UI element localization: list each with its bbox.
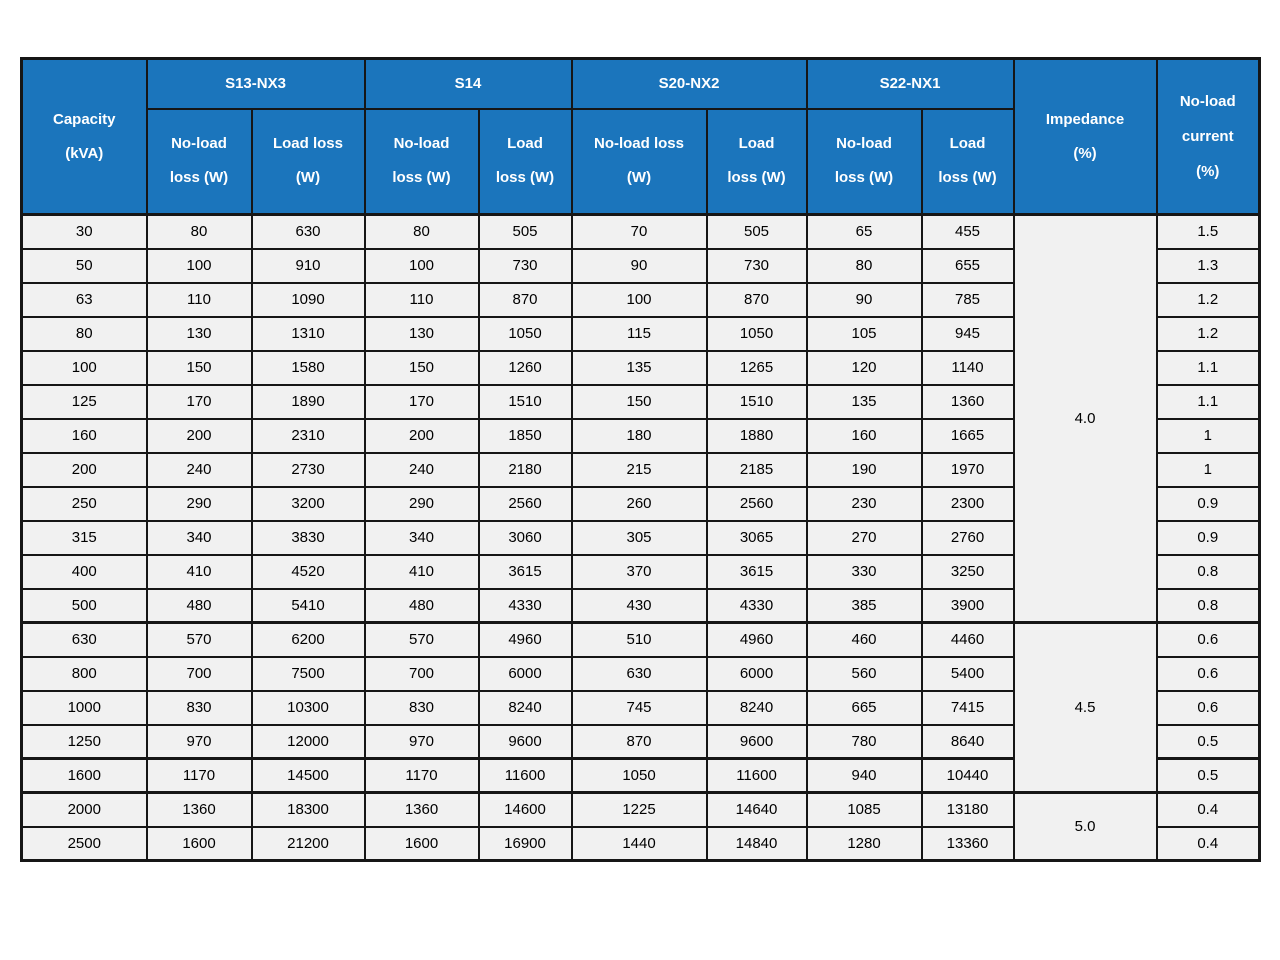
loss-value-cell: 135 [572, 351, 707, 385]
capacity-cell: 800 [22, 657, 147, 691]
no-load-current-cell: 0.4 [1157, 793, 1260, 827]
no-load-current-cell: 0.4 [1157, 827, 1260, 861]
loss-value-cell: 1265 [707, 351, 807, 385]
loss-value-cell: 4960 [479, 623, 572, 657]
loss-value-cell: 170 [147, 385, 252, 419]
capacity-cell: 400 [22, 555, 147, 589]
no-load-current-cell: 1.1 [1157, 351, 1260, 385]
loss-value-cell: 2560 [707, 487, 807, 521]
loss-value-cell: 215 [572, 453, 707, 487]
s13-load-loss-header: Load loss (W) [252, 109, 365, 215]
group-header-s22-nx1: S22-NX1 [807, 59, 1014, 109]
loss-value-cell: 1850 [479, 419, 572, 453]
loss-value-cell: 130 [147, 317, 252, 351]
loss-value-cell: 1880 [707, 419, 807, 453]
loss-value-cell: 70 [572, 215, 707, 249]
loss-value-cell: 3830 [252, 521, 365, 555]
loss-value-cell: 700 [147, 657, 252, 691]
loss-value-cell: 150 [147, 351, 252, 385]
loss-value-cell: 830 [147, 691, 252, 725]
loss-value-cell: 2185 [707, 453, 807, 487]
loss-value-cell: 480 [147, 589, 252, 623]
loss-value-cell: 3250 [922, 555, 1014, 589]
no-load-current-cell: 0.6 [1157, 691, 1260, 725]
loss-value-cell: 13360 [922, 827, 1014, 861]
table-row [22, 793, 1260, 827]
capacity-cell: 200 [22, 453, 147, 487]
loss-value-cell: 80 [807, 249, 922, 283]
s13-no-load-loss-header: No-load loss (W) [147, 109, 252, 215]
s14-no-load-loss-header: No-load loss (W) [365, 109, 479, 215]
no-load-current-cell: 0.9 [1157, 487, 1260, 521]
loss-value-cell: 3065 [707, 521, 807, 555]
capacity-cell: 100 [22, 351, 147, 385]
loss-value-cell: 370 [572, 555, 707, 589]
loss-value-cell: 1050 [572, 759, 707, 793]
loss-value-cell: 1280 [807, 827, 922, 861]
no-load-current-cell: 0.9 [1157, 521, 1260, 555]
loss-value-cell: 3060 [479, 521, 572, 555]
loss-value-cell: 7415 [922, 691, 1014, 725]
loss-value-cell: 14640 [707, 793, 807, 827]
loss-value-cell: 21200 [252, 827, 365, 861]
loss-value-cell: 455 [922, 215, 1014, 249]
capacity-cell: 500 [22, 589, 147, 623]
loss-value-cell: 6000 [479, 657, 572, 691]
loss-value-cell: 430 [572, 589, 707, 623]
loss-value-cell: 970 [147, 725, 252, 759]
loss-value-cell: 180 [572, 419, 707, 453]
no-load-current-cell: 1.1 [1157, 385, 1260, 419]
loss-value-cell: 160 [807, 419, 922, 453]
s22-no-load-loss-header: No-load loss (W) [807, 109, 922, 215]
loss-value-cell: 780 [807, 725, 922, 759]
loss-value-cell: 665 [807, 691, 922, 725]
capacity-cell: 50 [22, 249, 147, 283]
loss-value-cell: 1260 [479, 351, 572, 385]
loss-value-cell: 230 [807, 487, 922, 521]
loss-value-cell: 1090 [252, 283, 365, 317]
loss-value-cell: 1140 [922, 351, 1014, 385]
loss-value-cell: 10440 [922, 759, 1014, 793]
loss-value-cell: 1970 [922, 453, 1014, 487]
loss-value-cell: 1890 [252, 385, 365, 419]
s14-load-loss-header: Load loss (W) [479, 109, 572, 215]
loss-value-cell: 190 [807, 453, 922, 487]
no-load-current-cell: 1.2 [1157, 317, 1260, 351]
no-load-current-header: No-load current (%) [1157, 59, 1260, 215]
loss-value-cell: 1170 [365, 759, 479, 793]
loss-value-cell: 305 [572, 521, 707, 555]
capacity-cell: 125 [22, 385, 147, 419]
loss-value-cell: 4330 [707, 589, 807, 623]
impedance-cell: 5.0 [1014, 793, 1157, 861]
loss-value-cell: 630 [572, 657, 707, 691]
loss-value-cell: 655 [922, 249, 1014, 283]
loss-value-cell: 2180 [479, 453, 572, 487]
loss-value-cell: 3615 [479, 555, 572, 589]
loss-value-cell: 80 [147, 215, 252, 249]
loss-value-cell: 630 [252, 215, 365, 249]
loss-value-cell: 1600 [147, 827, 252, 861]
loss-value-cell: 11600 [707, 759, 807, 793]
loss-value-cell: 1170 [147, 759, 252, 793]
loss-value-cell: 785 [922, 283, 1014, 317]
loss-value-cell: 330 [807, 555, 922, 589]
loss-value-cell: 200 [365, 419, 479, 453]
loss-value-cell: 1440 [572, 827, 707, 861]
loss-value-cell: 110 [365, 283, 479, 317]
no-load-current-cell: 1.2 [1157, 283, 1260, 317]
loss-value-cell: 105 [807, 317, 922, 351]
loss-value-cell: 14500 [252, 759, 365, 793]
loss-value-cell: 2560 [479, 487, 572, 521]
loss-value-cell: 100 [572, 283, 707, 317]
loss-value-cell: 340 [365, 521, 479, 555]
loss-value-cell: 7500 [252, 657, 365, 691]
capacity-cell: 1000 [22, 691, 147, 725]
loss-value-cell: 730 [479, 249, 572, 283]
loss-value-cell: 1510 [479, 385, 572, 419]
loss-value-cell: 4330 [479, 589, 572, 623]
loss-value-cell: 1050 [479, 317, 572, 351]
loss-value-cell: 1360 [147, 793, 252, 827]
impedance-cell: 4.5 [1014, 623, 1157, 793]
no-load-current-cell: 1.3 [1157, 249, 1260, 283]
no-load-current-cell: 0.6 [1157, 657, 1260, 691]
capacity-cell: 80 [22, 317, 147, 351]
loss-value-cell: 1310 [252, 317, 365, 351]
loss-value-cell: 570 [147, 623, 252, 657]
loss-value-cell: 14600 [479, 793, 572, 827]
loss-value-cell: 2730 [252, 453, 365, 487]
group-header-s13-nx3: S13-NX3 [147, 59, 365, 109]
loss-value-cell: 480 [365, 589, 479, 623]
no-load-current-cell: 1 [1157, 419, 1260, 453]
loss-value-cell: 135 [807, 385, 922, 419]
loss-value-cell: 1085 [807, 793, 922, 827]
loss-value-cell: 2760 [922, 521, 1014, 555]
loss-value-cell: 200 [147, 419, 252, 453]
loss-value-cell: 8240 [479, 691, 572, 725]
s22-load-loss-header: Load loss (W) [922, 109, 1014, 215]
s20-load-loss-header: Load loss (W) [707, 109, 807, 215]
loss-value-cell: 65 [807, 215, 922, 249]
loss-value-cell: 1600 [365, 827, 479, 861]
table-body [22, 215, 1260, 861]
capacity-cell: 1600 [22, 759, 147, 793]
loss-value-cell: 505 [479, 215, 572, 249]
loss-value-cell: 260 [572, 487, 707, 521]
capacity-cell: 315 [22, 521, 147, 555]
loss-value-cell: 3615 [707, 555, 807, 589]
loss-value-cell: 90 [572, 249, 707, 283]
loss-value-cell: 290 [365, 487, 479, 521]
loss-value-cell: 730 [707, 249, 807, 283]
loss-value-cell: 340 [147, 521, 252, 555]
capacity-cell: 1250 [22, 725, 147, 759]
loss-value-cell: 14840 [707, 827, 807, 861]
impedance-cell: 4.0 [1014, 215, 1157, 623]
group-header-row [22, 59, 1260, 109]
capacity-cell: 250 [22, 487, 147, 521]
loss-value-cell: 6000 [707, 657, 807, 691]
capacity-cell: 30 [22, 215, 147, 249]
loss-value-cell: 945 [922, 317, 1014, 351]
loss-value-cell: 130 [365, 317, 479, 351]
loss-value-cell: 1050 [707, 317, 807, 351]
table-row [22, 215, 1260, 249]
loss-value-cell: 270 [807, 521, 922, 555]
no-load-current-cell: 0.8 [1157, 555, 1260, 589]
table-row [22, 623, 1260, 657]
loss-value-cell: 870 [707, 283, 807, 317]
loss-value-cell: 110 [147, 283, 252, 317]
group-header-s14: S14 [365, 59, 572, 109]
loss-value-cell: 9600 [707, 725, 807, 759]
loss-value-cell: 240 [147, 453, 252, 487]
loss-value-cell: 870 [572, 725, 707, 759]
loss-value-cell: 2300 [922, 487, 1014, 521]
no-load-current-cell: 0.5 [1157, 759, 1260, 793]
no-load-current-cell: 0.8 [1157, 589, 1260, 623]
loss-value-cell: 3900 [922, 589, 1014, 623]
loss-value-cell: 9600 [479, 725, 572, 759]
loss-value-cell: 460 [807, 623, 922, 657]
loss-value-cell: 90 [807, 283, 922, 317]
loss-value-cell: 385 [807, 589, 922, 623]
impedance-header: Impedance (%) [1014, 59, 1157, 215]
loss-value-cell: 16900 [479, 827, 572, 861]
loss-value-cell: 940 [807, 759, 922, 793]
no-load-current-cell: 1 [1157, 453, 1260, 487]
loss-value-cell: 150 [572, 385, 707, 419]
loss-value-cell: 2310 [252, 419, 365, 453]
loss-value-cell: 910 [252, 249, 365, 283]
loss-value-cell: 170 [365, 385, 479, 419]
table-header [22, 59, 1260, 215]
group-header-s20-nx2: S20-NX2 [572, 59, 807, 109]
loss-value-cell: 700 [365, 657, 479, 691]
no-load-current-cell: 0.5 [1157, 725, 1260, 759]
s20-no-load-loss-header: No-load loss (W) [572, 109, 707, 215]
capacity-cell: 2000 [22, 793, 147, 827]
loss-value-cell: 3200 [252, 487, 365, 521]
loss-value-cell: 11600 [479, 759, 572, 793]
capacity-header: Capacity (kVA) [22, 59, 147, 215]
loss-value-cell: 100 [365, 249, 479, 283]
loss-value-cell: 560 [807, 657, 922, 691]
no-load-current-cell: 0.6 [1157, 623, 1260, 657]
loss-value-cell: 1360 [365, 793, 479, 827]
loss-value-cell: 4460 [922, 623, 1014, 657]
loss-value-cell: 410 [147, 555, 252, 589]
loss-value-cell: 510 [572, 623, 707, 657]
loss-value-cell: 5400 [922, 657, 1014, 691]
capacity-cell: 160 [22, 419, 147, 453]
loss-value-cell: 505 [707, 215, 807, 249]
loss-value-cell: 240 [365, 453, 479, 487]
loss-value-cell: 100 [147, 249, 252, 283]
transformer-loss-table [20, 57, 1261, 862]
capacity-cell: 2500 [22, 827, 147, 861]
loss-value-cell: 8240 [707, 691, 807, 725]
loss-value-cell: 970 [365, 725, 479, 759]
capacity-cell: 630 [22, 623, 147, 657]
loss-value-cell: 1580 [252, 351, 365, 385]
capacity-cell: 63 [22, 283, 147, 317]
loss-value-cell: 6200 [252, 623, 365, 657]
loss-value-cell: 120 [807, 351, 922, 385]
loss-value-cell: 10300 [252, 691, 365, 725]
loss-value-cell: 115 [572, 317, 707, 351]
loss-value-cell: 870 [479, 283, 572, 317]
loss-value-cell: 1665 [922, 419, 1014, 453]
loss-value-cell: 1510 [707, 385, 807, 419]
loss-value-cell: 5410 [252, 589, 365, 623]
loss-value-cell: 830 [365, 691, 479, 725]
loss-value-cell: 4520 [252, 555, 365, 589]
loss-value-cell: 410 [365, 555, 479, 589]
loss-value-cell: 8640 [922, 725, 1014, 759]
loss-value-cell: 13180 [922, 793, 1014, 827]
loss-value-cell: 290 [147, 487, 252, 521]
loss-value-cell: 4960 [707, 623, 807, 657]
loss-value-cell: 570 [365, 623, 479, 657]
no-load-current-cell: 1.5 [1157, 215, 1260, 249]
loss-value-cell: 18300 [252, 793, 365, 827]
loss-value-cell: 1225 [572, 793, 707, 827]
loss-value-cell: 150 [365, 351, 479, 385]
loss-value-cell: 12000 [252, 725, 365, 759]
loss-value-cell: 80 [365, 215, 479, 249]
loss-value-cell: 745 [572, 691, 707, 725]
loss-value-cell: 1360 [922, 385, 1014, 419]
